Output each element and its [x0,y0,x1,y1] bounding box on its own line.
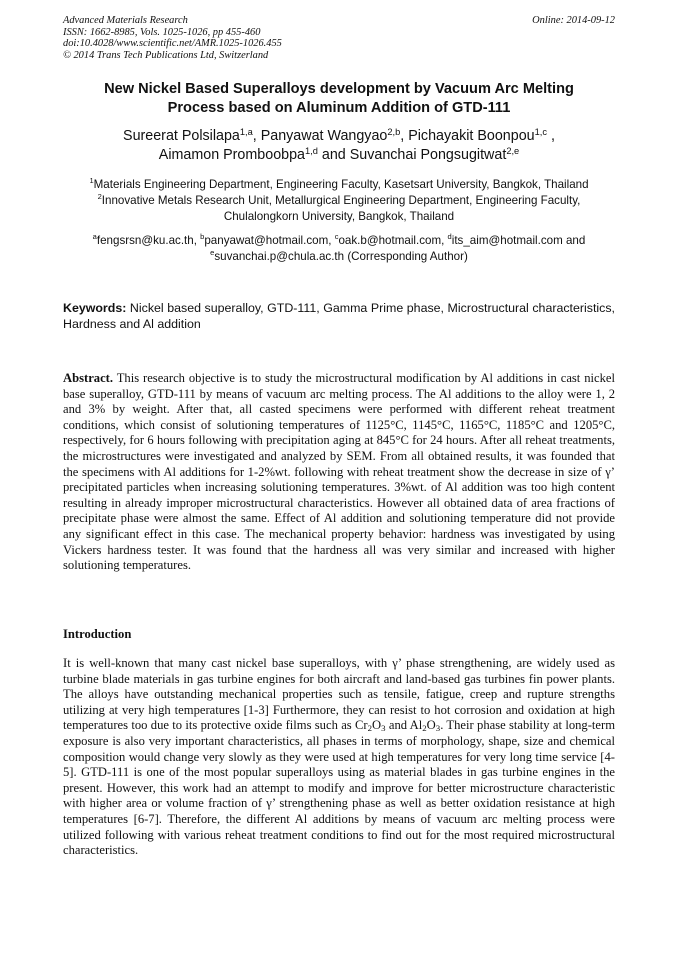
author-sup: 2,e [506,146,520,156]
email-link[interactable]: panyawat@hotmail.com, [204,234,335,247]
author-name: Suvanchai Pongsugitwat [349,147,507,163]
email-sup: b [200,232,205,241]
title-line-1: New Nickel Based Superalloys development by Vacuum Arc Melting [104,81,574,97]
formula-sub: 2 [367,723,373,734]
introduction-paragraph [63,656,615,859]
journal-info [63,15,282,61]
affiliation-sup: 1 [89,176,94,185]
email-sup: c [334,232,339,241]
copyright-line: © 2014 Trans Tech Publications Ltd, Switzerland [63,49,269,61]
paper-title [63,80,615,118]
keywords-label: Keywords: [63,301,127,315]
author-name: Pichayakit Boonpou [408,128,535,144]
intro-text: It is well-known that many cast nickel base superalloys, with γ’ phase strengthening, are widely used as turbine blade materials in gas turbine engines for both aircraft and land-based gas turbines fin power plants. The alloys have outstanding mechanical properties such as tensile, fatigue, creep and rupture strengths utilizing at very high temperatures [1-3] Furthermore, they can resist to hot corrosion and oxidation at high temperatures too due to its protective oxide films such as [63,656,615,733]
intro-text: and [385,718,410,733]
author-emails [63,233,615,264]
affiliation-sup: 2 [97,191,102,201]
author-sup: 1,c [534,127,547,137]
formula-cr: Cr [355,718,368,733]
email-sup: e [210,247,215,257]
email-sup: a [92,232,97,241]
formula-sub: 3 [435,723,441,734]
title-line-2: Process based on Aluminum Addition of GTD-111 [167,100,511,116]
email-link[interactable]: suvanchai.p@chula.ac.th (Corresponding Author) [214,249,468,263]
affiliation-2 [63,193,615,209]
formula-o: O [426,718,436,733]
formula-sub: 3 [381,723,386,734]
email-link[interactable]: fengsrsn@ku.ac.th, [96,234,201,247]
author-sep: , [547,128,555,144]
author-list [63,127,615,165]
author-sup: 1,d [305,146,318,156]
formula-al: Al [409,718,423,733]
doi-line[interactable]: doi:10.4028/www.scientific.net/AMR.1025-1026.455 [63,38,282,50]
abstract-text: This research objective is to study the microstructural modification by Al additions in cast nickel base superalloy, GTD-111 by means of vacuum arc melting process. The Al additions to the alloy were 1, 2 and 3% by weight. After that, all casted specimens were performed with different reheat treatment conditions, which consist of solutioning temperatures of 1125°C, 1145°C, 1165°C, 1185°C and 1205°C, respectively, for 6 hours following with precipitation aging at 845°C for 24 hours. After all reheat treatments, the microstructures were investigated and analyzed by SEM. From all obtained results, it was founded that the specimens with Al additions for 1-2%wt. following with reheat treatment show the decrease in size of γ’ precipitated particles when increasing solutioning temperatures. 3%wt. of Al addition was too high content resulting in already improper microstructural characteristics. However all obtained data of area fractions of precipitate phase were almost the same. Effect of Al addition and solutioning temperature did not provide any significant effect in this case. The mechanical property behavior: hardness was investigated by using Vickers hardness tester. It was found that the hardness all was very similar and increased with higher solutioning temperatures. [63,371,615,573]
author-sup: 2,b [387,127,401,137]
author-sep: and [317,147,350,163]
author-sup: 1,a [239,127,253,137]
issn-line: ISSN: 1662-8985, Vols. 1025-1026, pp 455-460 [63,26,261,38]
intro-text: . Their phase stability at long-term exposure is also very important characteristics, all phases in terms of morphology, shape, size and chemical composition would change very slowly as they were used at high temperatures for very long time service [4-5]. GTD-111 is one of the most popular superalloys using as material blades in gas turbine engines in the present. However, this work had an attempt to modify and improve for better microstructure characteristic with higher area or volume fraction of γ’ strengthening phase as well as better oxidation resistance at high temperatures [6-7]. Therefore, the different Al additions by means of vacuum arc melting process were utilized following with various reheat treatment conditions to find out for the most required microstructural characteristics. [63,718,615,858]
email-sup: d [447,232,452,241]
affiliation-1 [63,177,615,193]
keywords-section [63,300,615,333]
abstract-label: Abstract. [63,371,114,385]
online-date: Online: 2014-09-12 [532,15,615,26]
introduction-heading: Introduction [63,627,132,641]
formula-o: O [372,718,382,733]
author-sep: , [400,128,409,144]
author-name: Panyawat Wangyao [260,128,388,144]
abstract-section [63,371,615,574]
email-link[interactable]: its_aim@hotmail.com and [451,234,586,247]
formula-sub: 2 [422,723,427,734]
journal-name: Advanced Materials Research [63,15,188,26]
author-sep: , [252,128,261,144]
keywords-text: Nickel based superalloy, GTD-111, Gamma Prime phase, Microstructural characteristics, Hardness and Al addition [63,301,615,332]
email-link[interactable]: oak.b@hotmail.com, [338,234,448,247]
affiliation-text: Innovative Metals Research Unit, Metallurgical Engineering Department, Engineering Faculty, [101,193,581,207]
affiliation-text: Materials Engineering Department, Engineering Faculty, Kasetsart University, Bangkok, Thailand [93,178,589,191]
affiliations [63,177,615,224]
affiliation-2-cont: Chulalongkorn University, Bangkok, Thailand [223,209,455,223]
author-name: Sureerat Polsilapa [123,128,240,144]
author-name: Aimamon Promboobpa [158,147,306,163]
